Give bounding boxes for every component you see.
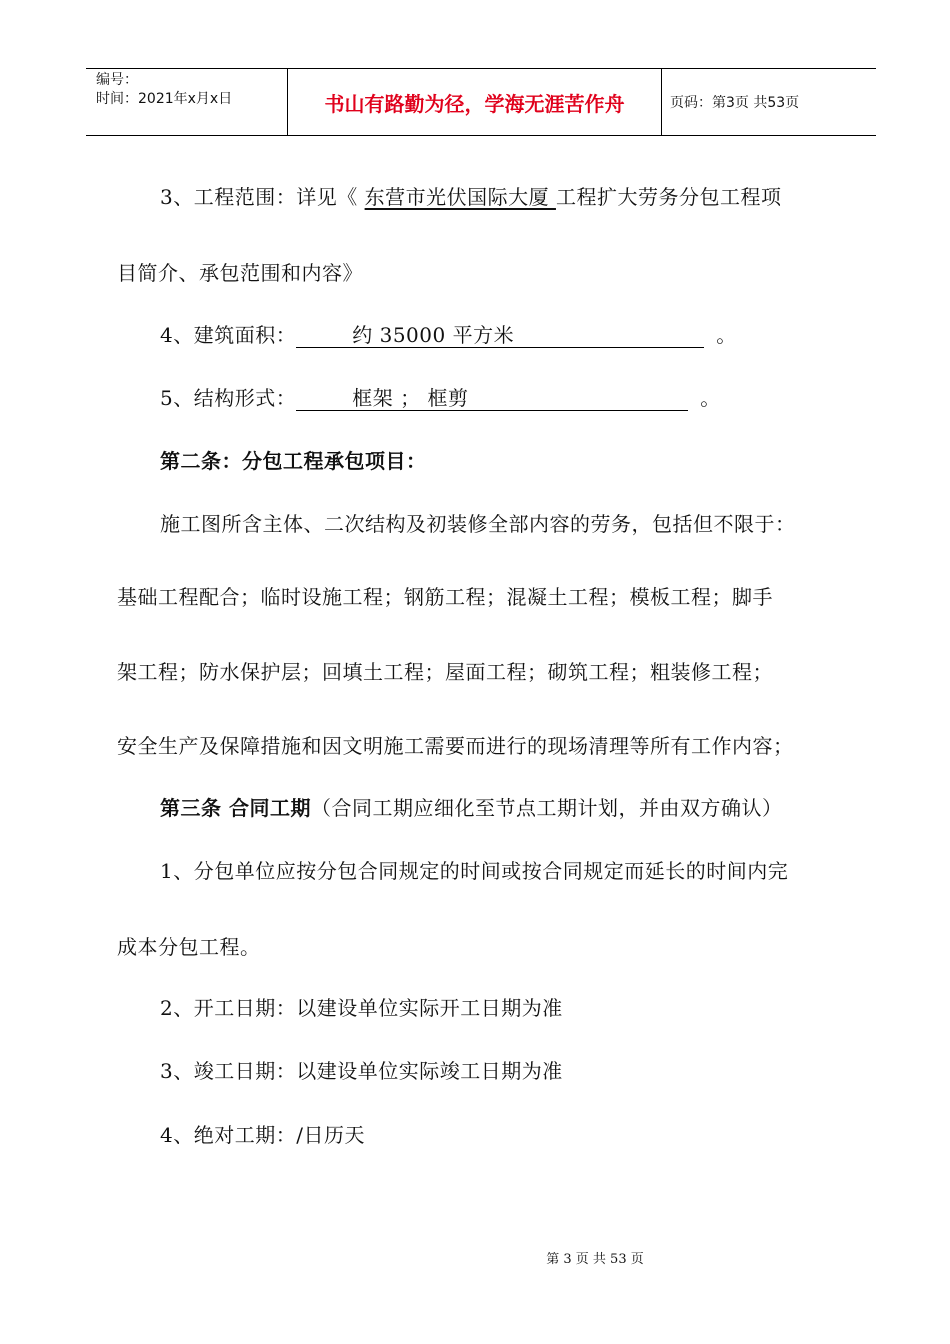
item-4-line <box>160 319 737 348</box>
article-3-title: 第三条 合同工期 <box>160 796 311 820</box>
item-3-project: 东营市光伏国际大厦 <box>364 185 556 209</box>
article-3-item-1: 1、分包单位应按分包合同规定的时间或按合同规定而延长的时间内完 <box>160 859 789 883</box>
item-3-prefix: 3、工程范围：详见《 <box>160 185 365 209</box>
article-3-item-2: 2、开工日期：以建设单位实际开工日期为准 <box>160 996 563 1020</box>
header-page-info: 页码：第3页 共53页 <box>670 95 800 111</box>
item-3-suffix: 工程扩大劳务分包工程项 <box>555 185 782 209</box>
article-2-paragraph-1: 施工图所含主体、二次结构及初装修全部内容的劳务，包括但不限于： <box>160 512 796 536</box>
page-footer <box>0 1248 950 1267</box>
article-2-title: 第二条：分包工程承包项目： <box>160 449 427 473</box>
item-5-end: 。 <box>700 386 721 410</box>
footer-page-number: 第 3 页 共 53 页 <box>546 1252 644 1267</box>
article-3-item-1-continuation: 成本分包工程。 <box>117 935 261 959</box>
number-label: 编号： <box>96 72 138 88</box>
item-3-line <box>160 181 781 210</box>
item-5-label: 5、结构形式： <box>160 386 297 410</box>
header-motto: 书山有路勤为径，学海无涯苦作舟 <box>324 91 625 116</box>
time-label: 时间：2021年x月x日 <box>96 91 233 107</box>
item-5-line <box>160 382 721 411</box>
article-2-paragraph-3: 架工程；防水保护层；回填土工程；屋面工程；砌筑工程；粗装修工程； <box>117 660 773 684</box>
article-3-note: （合同工期应细化至节点工期计划，并由双方确认） <box>310 796 783 820</box>
article-2-paragraph-4: 安全生产及保障措施和因文明施工需要而进行的现场清理等所有工作内容； <box>117 734 794 758</box>
article-3-item-4: 4、绝对工期：/日历天 <box>160 1123 365 1147</box>
item-5-blank <box>296 388 688 411</box>
article-3-title-line <box>160 792 782 821</box>
item-4-blank <box>296 325 704 348</box>
item-4-label: 4、建筑面积： <box>160 323 297 347</box>
header-meta <box>86 69 288 135</box>
article-3-item-3: 3、竣工日期：以建设单位实际竣工日期为准 <box>160 1059 563 1083</box>
item-4-value: 约 35000 平方米 <box>352 323 515 347</box>
item-5-value: 框架 ； 框剪 <box>352 386 469 410</box>
item-3-continuation: 目简介、承包范围和内容》 <box>117 261 363 285</box>
article-2-paragraph-2: 基础工程配合；临时设施工程；钢筋工程；混凝土工程；模板工程；脚手 <box>117 585 773 609</box>
item-4-end: 。 <box>716 323 737 347</box>
page-header <box>86 68 876 136</box>
header-motto-cell <box>288 69 662 135</box>
